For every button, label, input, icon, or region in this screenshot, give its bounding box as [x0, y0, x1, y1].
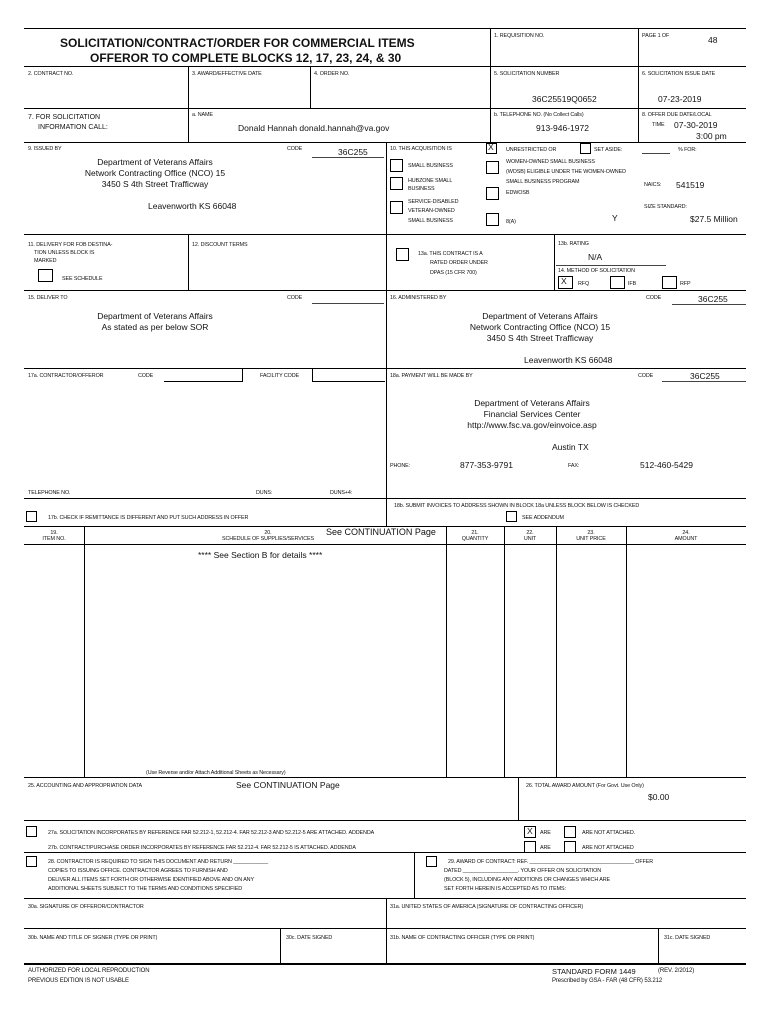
administered-by-line-2: Network Contracting Office (NCO) 15 — [469, 322, 611, 332]
issued-by-line-3: 3450 S 4th Street Trafficway — [101, 179, 209, 189]
size-standard-label: SIZE STANDARD: — [644, 204, 687, 210]
29-line-3: (BLOCK 5), INCLUDING ANY ADDITIONS OR CHANGES WHICH ARE — [444, 877, 611, 883]
issued-by-line-4: Leavenworth KS 66048 — [148, 201, 237, 211]
solicitation-info-label: 7. FOR SOLICITATION — [28, 114, 101, 121]
page-label: PAGE 1 OF — [642, 33, 670, 39]
payment-line-4: Austin TX — [552, 442, 589, 452]
wosb-label-2: (WOSB) ELIGIBLE UNDER THE WOMEN-OWNED — [506, 169, 626, 175]
28-checkbox[interactable] — [26, 856, 37, 867]
sdvosb-label-1: SERVICE-DISABLED — [408, 199, 459, 205]
name-label: a. NAME — [192, 112, 213, 118]
facility-code-field[interactable] — [312, 369, 385, 382]
29-line-4: SET FORTH HEREIN IS ACCEPTED AS TO ITEMS: — [444, 886, 566, 892]
method-label: 14. METHOD OF SOLICITATION — [558, 268, 635, 274]
addendum-checkbox[interactable] — [506, 511, 517, 522]
issued-by-line-2: Network Contracting Office (NCO) 15 — [84, 168, 226, 178]
issued-by-label: 9. ISSUED BY — [28, 146, 62, 152]
col-unit: UNIT — [523, 536, 537, 542]
wosb-label-3: SMALL BUSINESS PROGRAM — [506, 179, 580, 185]
payment-fax: 512-460-5429 — [640, 460, 693, 470]
eight-a-label: 8(A) — [506, 219, 516, 225]
telephone-no-label: TELEPHONE NO. — [28, 490, 71, 496]
27a-checkbox[interactable] — [26, 826, 37, 837]
deliver-to-line-2: As stated as per below SOR — [101, 322, 209, 332]
ifb-checkbox[interactable] — [610, 276, 625, 289]
sdvosb-label-2: VETERAN-OWNED — [408, 208, 455, 214]
col-item-no: ITEM NO. — [42, 536, 66, 542]
requisition-no-label: 1. REQUISITION NO. — [494, 33, 545, 39]
duns-label: DUNS: — [256, 490, 273, 496]
col-schedule: SCHEDULE OF SUPPLIES/SERVICES — [222, 536, 314, 542]
deliver-to-line-1: Department of Veterans Affairs — [97, 311, 213, 321]
form-title-line-2: OFFEROR TO COMPLETE BLOCKS 12, 17, 23, 24, & 30 — [90, 51, 402, 65]
27a-label: 27a. SOLICITATION INCORPORATES BY REFERENCE FAR 52.212-1, 52.212-4. FAR 52.212-3 AND 52.212-5 ARE ATTACHED. ADDENDA — [48, 830, 375, 836]
deliver-to-code-label: CODE — [287, 295, 303, 301]
payment-phone: 877-353-9791 — [460, 460, 513, 470]
total-award-label: 26. TOTAL AWARD AMOUNT (For Govt. Use Only) — [526, 783, 644, 789]
payment-by-label: 18a. PAYMENT WILL BE MADE BY — [390, 373, 473, 379]
see-schedule-checkbox[interactable] — [38, 269, 53, 282]
rated-order-label-2: RATED ORDER UNDER — [430, 260, 488, 266]
contractor-label: 17a. CONTRACTOR/OFFEROR — [28, 373, 104, 379]
edwosb-label: EDWOSB — [506, 190, 530, 196]
hubzone-label-1: HUBZONE SMALL — [408, 178, 453, 184]
administered-by-line-1: Department of Veterans Affairs — [482, 311, 598, 321]
offer-due-date: 07-30-2019 — [674, 120, 718, 130]
rfq-label: RFQ — [578, 281, 590, 287]
27a-are-check-mark: X — [527, 826, 533, 836]
rated-order-label-3: DPAS (15 CFR 700) — [430, 270, 477, 276]
rated-order-label-1: 13a. THIS CONTRACT IS A — [418, 251, 483, 257]
order-no-label: 4. ORDER NO. — [314, 71, 350, 77]
page-total: 48 — [708, 35, 718, 45]
form-title-line-1: SOLICITATION/CONTRACT/ORDER FOR COMMERCIAL ITEMS — [60, 36, 415, 50]
schedule-continuation: See CONTINUATION Page — [326, 527, 436, 537]
footer-prescribed: Prescribed by GSA - FAR (48 CFR) 53.212 — [552, 978, 663, 984]
signer-name-label: 30b. NAME AND TITLE OF SIGNER (TYPE OR PRINT) — [28, 935, 158, 941]
footer-revision: (REV. 2/2012) — [658, 968, 695, 974]
time-label: TIME — [652, 122, 665, 128]
27a-are-not-checkbox[interactable] — [564, 826, 576, 838]
solicitation-number-label: 5. SOLICITATION NUMBER — [494, 71, 560, 77]
contract-no-label: 2. CONTRACT NO. — [28, 71, 74, 77]
col-item-no-num: 19. — [50, 530, 58, 536]
discount-terms-label: 12. DISCOUNT TERMS — [192, 242, 248, 248]
contact-name: Donald Hannah donald.hannah@va.gov — [238, 123, 390, 133]
award-date-label: 3. AWARD/EFFECTIVE DATE — [192, 71, 262, 77]
remittance-checkbox[interactable] — [26, 511, 37, 522]
administered-by-label: 16. ADMINISTERED BY — [390, 295, 447, 301]
duns4-label: DUNS+4: — [330, 490, 353, 496]
see-addendum-label: SEE ADDENDUM — [522, 515, 564, 521]
administered-by-line-4: Leavenworth KS 66048 — [524, 355, 613, 365]
accounting-continuation: See CONTINUATION Page — [236, 780, 340, 790]
issued-by-line-1: Department of Veterans Affairs — [97, 157, 213, 167]
col-amount: AMOUNT — [674, 536, 698, 542]
payment-line-1: Department of Veterans Affairs — [474, 398, 590, 408]
edwosb-checkbox[interactable] — [486, 187, 499, 200]
29-line-2: DATED ___________________. YOUR OFFER ON SOLICITATION — [444, 868, 601, 874]
28-line-3: DELIVER ALL ITEMS SET FORTH OR OTHERWISE IDENTIFIED ABOVE AND ON ANY — [48, 877, 254, 883]
deliver-to-label: 15. DELIVER TO — [28, 295, 68, 301]
rfq-check-mark: X — [561, 276, 567, 286]
27a-are-not-label: ARE NOT ATTACHED. — [582, 830, 636, 836]
solicitation-number: 36C25519Q0652 — [532, 94, 597, 104]
rating-label: 13b. RATING — [558, 241, 589, 247]
27b-label: 27b. CONTRACT/PURCHASE ORDER INCORPORATES BY REFERENCE FAR 52.212-4. FAR 52.212-5 IS ATTACHED. ADDENDA — [48, 845, 356, 851]
hubzone-label-2: BUSINESS — [408, 186, 435, 192]
sdvosb-label-3: SMALL BUSINESS — [408, 218, 453, 224]
col-amount-num: 24. — [682, 530, 690, 536]
payment-phone-label: PHONE: — [390, 463, 411, 469]
issue-date-label: 6. SOLICITATION ISSUE DATE — [642, 71, 716, 77]
hubzone-checkbox[interactable] — [390, 177, 403, 190]
telephone-label: b. TELEPHONE NO. (No Collect Calls) — [494, 112, 584, 118]
size-standard: $27.5 Million — [690, 214, 738, 224]
administered-by-line-3: 3450 S 4th Street Trafficway — [486, 333, 594, 343]
offer-due-time: 3:00 pm — [696, 131, 727, 141]
signature-offeror-label: 30a. SIGNATURE OF OFFEROR/CONTRACTOR — [28, 904, 144, 910]
solicitation-info-label-2: INFORMATION CALL: — [38, 124, 108, 131]
accounting-label: 25. ACCOUNTING AND APPROPRIATION DATA — [28, 783, 143, 789]
total-award-amount: $0.00 — [648, 792, 670, 802]
issued-by-code-label: CODE — [287, 146, 303, 152]
27a-are-label: ARE — [540, 830, 551, 836]
payment-code-label: CODE — [638, 373, 654, 379]
rated-order-checkbox[interactable] — [396, 248, 409, 261]
col-quantity: QUANTITY — [461, 536, 489, 542]
offer-due-label: 8. OFFER DUE DATE/LOCAL — [642, 112, 712, 118]
wosb-checkbox[interactable] — [486, 161, 499, 174]
payment-code: 36C255 — [690, 371, 720, 381]
footer-standard-form: STANDARD FORM 1449 — [552, 967, 636, 976]
footer-previous: PREVIOUS EDITION IS NOT USABLE — [28, 978, 129, 984]
29-checkbox[interactable] — [426, 856, 437, 867]
col-quantity-num: 21. — [471, 530, 479, 536]
set-aside-label: SET ASIDE: — [594, 147, 623, 153]
rfp-label: RFP — [680, 281, 691, 287]
col-unit-price-num: 23. — [587, 530, 595, 536]
reverse-note: (Use Reverse and/or Attach Additional Sheets as Necessary) — [146, 770, 286, 776]
wosb-label-1: WOMEN-OWNED SMALL BUSINESS — [506, 159, 595, 165]
administered-by-code: 36C255 — [698, 294, 728, 304]
naics-code: 541519 — [676, 180, 705, 190]
payment-line-2: Financial Services Center — [483, 409, 581, 419]
28-line-4: ADDITIONAL SHEETS SUBJECT TO THE TERMS AND CONDITIONS SPECIFIED — [48, 886, 242, 892]
y-mark: Y — [612, 213, 618, 223]
contractor-code-field[interactable] — [164, 369, 243, 382]
payment-line-3: http://www.fsc.va.gov/einvoice.asp — [467, 420, 597, 430]
delivery-fob-label-2: TION UNLESS BLOCK IS — [34, 250, 95, 256]
signature-officer-label: 31a. UNITED STATES OF AMERICA (SIGNATURE OF CONTRACTING OFFICER) — [390, 904, 584, 910]
27b-are-label: ARE — [540, 845, 551, 851]
see-section-b: **** See Section B for details **** — [198, 550, 323, 560]
27b-are-checkbox[interactable] — [524, 841, 536, 853]
small-business-checkbox[interactable] — [390, 159, 403, 172]
submit-invoices-label: 18b. SUBMIT INVOICES TO ADDRESS SHOWN IN BLOCK 18a UNLESS BLOCK BELOW IS CHECKED — [394, 503, 640, 509]
administered-by-code-label: CODE — [646, 295, 662, 301]
28-line-2: COPIES TO ISSUING OFFICE. CONTRACTOR AGREES TO FURNISH AND — [48, 868, 228, 874]
see-schedule-label: SEE SCHEDULE — [62, 276, 103, 282]
unrestricted-label: UNRESTRICTED OR — [506, 147, 557, 153]
rfp-checkbox[interactable] — [662, 276, 677, 289]
27b-are-not-label: ARE NOT ATTACHED — [582, 845, 634, 851]
percent-for-label: % FOR: — [678, 147, 697, 153]
payment-fax-label: FAX: — [568, 463, 580, 469]
acquisition-label: 10. THIS ACQUISITION IS — [390, 146, 452, 152]
signer-date-label: 30c. DATE SIGNED — [286, 935, 333, 941]
28-line-1: 28. CONTRACTOR IS REQUIRED TO SIGN THIS DOCUMENT AND RETURN ____________ — [48, 859, 268, 865]
27b-are-not-checkbox[interactable] — [564, 841, 576, 853]
col-unit-num: 22. — [526, 530, 534, 536]
remittance-label: 17b. CHECK IF REMITTANCE IS DIFFERENT AND PUT SUCH ADDRESS IN OFFER — [48, 515, 249, 521]
col-unit-price: UNIT PRICE — [576, 536, 606, 542]
col-schedule-num: 20. — [264, 530, 272, 536]
contractor-code-label: CODE — [138, 373, 154, 379]
small-business-label: SMALL BUSINESS — [408, 163, 453, 169]
eight-a-checkbox[interactable] — [486, 213, 499, 226]
officer-date-label: 31c. DATE SIGNED — [664, 935, 711, 941]
rating-value: N/A — [588, 252, 603, 262]
29-line-1: 29. AWARD OF CONTRACT: REF. ____________________________________ OFFER — [448, 859, 654, 865]
issued-by-code: 36C255 — [338, 147, 368, 157]
ifb-label: IFB — [628, 281, 637, 287]
officer-name-label: 31b. NAME OF CONTRACTING OFFICER (TYPE OR PRINT) — [390, 935, 535, 941]
delivery-fob-label-3: MARKED — [34, 258, 57, 264]
sdvosb-checkbox[interactable] — [390, 201, 403, 214]
contact-phone: 913-946-1972 — [536, 123, 589, 133]
set-aside-checkbox[interactable] — [580, 143, 591, 154]
delivery-fob-label-1: 11. DELIVERY FOR FOB DESTINA- — [28, 242, 113, 248]
footer-authorized: AUTHORIZED FOR LOCAL REPRODUCTION — [28, 968, 150, 974]
facility-code-label: FACILITY CODE — [260, 373, 300, 379]
issue-date: 07-23-2019 — [658, 94, 702, 104]
unrestricted-check-mark: X — [488, 142, 494, 152]
naics-label: NAICS: — [644, 182, 662, 188]
